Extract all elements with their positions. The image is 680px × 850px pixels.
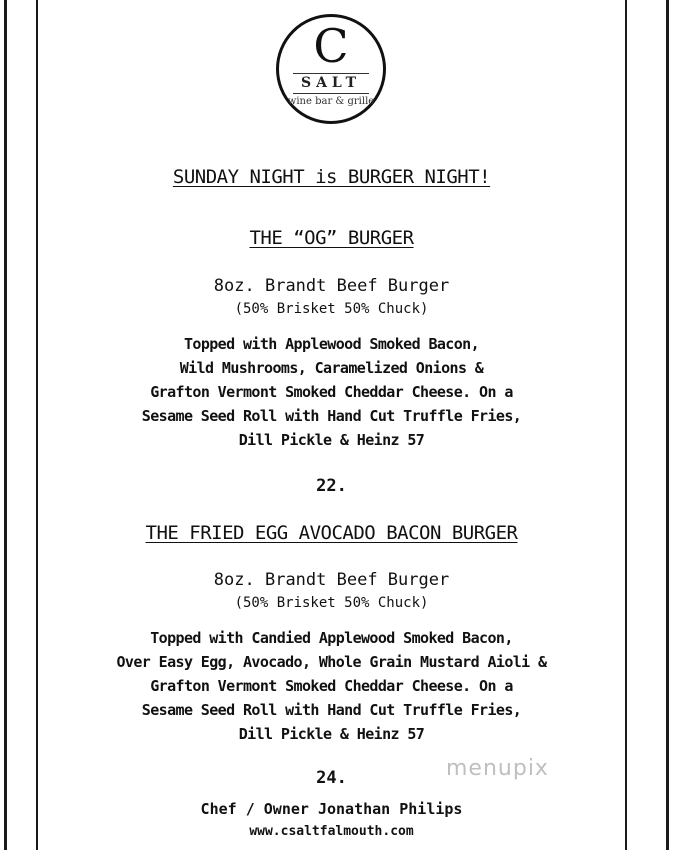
frame-border-right-inner <box>625 0 627 850</box>
burger-1-desc-line: Wild Mushrooms, Caramelized Onions & <box>179 359 484 377</box>
burger-2-desc-line: Dill Pickle & Heinz 57 <box>238 725 425 743</box>
burger-2-title: THE FRIED EGG AVOCADO BACON BURGER <box>145 522 518 544</box>
burger-2-desc-line: Sesame Seed Roll with Hand Cut Truffle Fries, <box>141 701 522 719</box>
chef-credit: Chef / Owner Jonathan Philips <box>200 800 463 818</box>
burger-1-title: THE “OG” BURGER <box>249 227 414 249</box>
burger-1-desc-line: Sesame Seed Roll with Hand Cut Truffle Fries, <box>141 407 522 425</box>
burger-2-desc-line: Over Easy Egg, Avocado, Whole Grain Mustard Aioli & <box>116 653 547 671</box>
burger-2-blend: (50% Brisket 50% Chuck) <box>234 595 429 611</box>
burger-2-price: 24. <box>316 768 347 788</box>
logo-rule-top <box>293 73 369 74</box>
burger-2-desc-line: Grafton Vermont Smoked Cheddar Cheese. On a <box>150 677 513 695</box>
burger-2-desc-line: Topped with Candied Applewood Smoked Bacon, <box>150 629 513 647</box>
website-link[interactable]: www.csaltfalmouth.com <box>249 824 414 839</box>
burger-2-size: 8oz. Brandt Beef Burger <box>213 570 450 590</box>
watermark: menupix <box>446 756 549 781</box>
burger-1-desc-line: Topped with Applewood Smoked Bacon, <box>183 335 480 353</box>
logo-name: SALT <box>300 75 362 91</box>
logo-rule-bottom <box>293 93 369 94</box>
frame-border-left-outer <box>4 0 7 850</box>
burger-1-desc-line: Grafton Vermont Smoked Cheddar Cheese. On a <box>150 383 513 401</box>
restaurant-logo <box>276 14 386 124</box>
burger-1-blend: (50% Brisket 50% Chuck) <box>234 301 429 317</box>
logo-letter: C <box>313 19 349 73</box>
frame-border-right-outer <box>666 0 669 850</box>
burger-1-size: 8oz. Brandt Beef Burger <box>213 276 450 296</box>
burger-1-price: 22. <box>316 476 347 496</box>
logo-tagline: wine bar & grille <box>287 96 375 107</box>
menu-page <box>38 0 625 850</box>
menu-headline: SUNDAY NIGHT is BURGER NIGHT! <box>172 166 491 188</box>
burger-1-desc-line: Dill Pickle & Heinz 57 <box>238 431 425 449</box>
